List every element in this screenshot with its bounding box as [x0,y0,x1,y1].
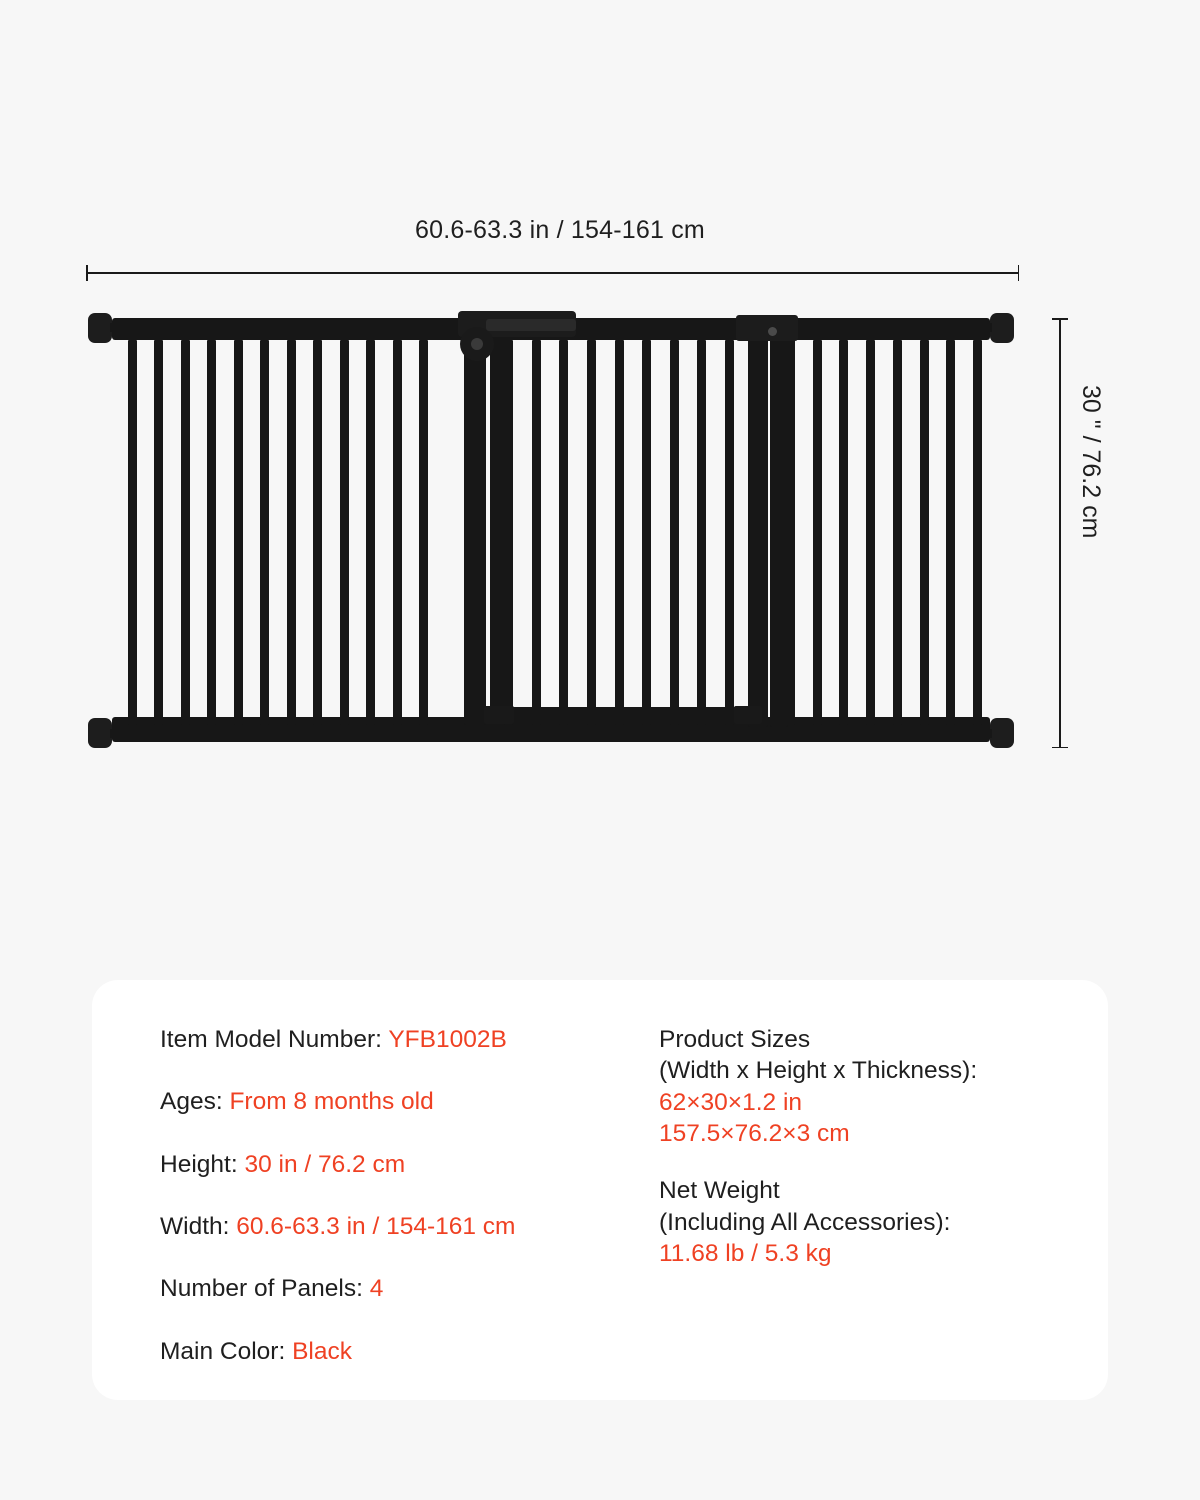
gate-bar [920,340,929,725]
gate-bar [813,340,822,725]
width-dimension-rule [86,272,1019,274]
gate-bar [260,340,269,725]
gate-bar [866,340,875,725]
gate-bar [839,340,848,725]
gate-panel-door [504,340,734,725]
gate-bar [181,340,190,725]
gate-bar [946,340,955,725]
gate-door-threshold [484,707,756,717]
spec-label-net-weight-line2: (Including All Accessories): [659,1208,951,1236]
spec-value-width: 60.6-63.3 in / 154-161 cm [236,1213,516,1241]
spec-label-product-sizes-line2: (Width x Height x Thickness): [659,1057,978,1085]
gate-bar [615,340,624,725]
gate-bar [393,340,402,725]
gate-door-latch-stile [748,327,768,727]
gate-bar [313,340,322,725]
gate-bar [207,340,216,725]
gate-panel-left [128,340,428,725]
gate-bar [973,340,982,725]
gate-right-post [770,321,788,727]
height-dimension-tick-bottom [1052,747,1068,749]
gate-bar [419,340,428,725]
spec-row-width [160,1211,597,1242]
spec-row-product-sizes [659,1024,1108,1149]
gate-bar [697,340,706,725]
spec-value-panels: 4 [369,1275,384,1303]
spec-label-height: Height: [160,1150,245,1178]
width-dimension-line [86,265,1019,281]
spec-row-net-weight [659,1175,1108,1269]
gate-hinge-post [464,321,486,725]
gate-bar [532,340,541,725]
spec-value-ages: From 8 months old [229,1088,434,1116]
specification-columns [92,980,1108,1400]
height-dimension-rule [1059,318,1061,748]
spec-row-ages [160,1086,597,1117]
gate-door-left-stile [490,329,508,721]
spec-value-color: Black [292,1337,352,1365]
wall-pad-bottom-left [88,718,112,748]
spec-value-product-sizes-cm: 157.5×76.2×3 cm [659,1120,850,1148]
gate-bar [725,340,734,725]
height-dimension-line [1052,318,1068,748]
spec-value-product-sizes-in: 62×30×1.2 in [659,1088,803,1116]
spec-label-ages: Ages: [160,1088,230,1116]
spec-row-panels [160,1273,597,1304]
gate-door-foot-left [484,706,514,724]
width-dimension-label: 60.6-63.3 in / 154-161 cm [415,216,705,244]
gate-panel-right [786,340,982,725]
spec-label-product-sizes-line1: Product Sizes [659,1026,811,1053]
gate-bar [587,340,596,725]
spec-row-height [160,1149,597,1180]
gate-latch-knob-icon [460,327,494,361]
gate-bar [287,340,296,725]
spec-label-color: Main Color: [160,1337,293,1365]
gate-bar [340,340,349,725]
gate-latch-catch [736,315,798,341]
wall-pad-top-right [990,313,1014,343]
specification-card [92,980,1108,1400]
gate-bar [366,340,375,725]
spec-value-height: 30 in / 76.2 cm [244,1150,406,1178]
width-dimension-tick-right [1018,265,1020,281]
gate-bar [670,340,679,725]
spec-row-color [160,1336,597,1367]
spec-row-model [160,1024,597,1055]
spec-label-panels: Number of Panels: [160,1275,370,1303]
gate-bar [154,340,163,725]
spec-label-model: Item Model Number: [160,1026,389,1053]
gate-bar [893,340,902,725]
safety-gate-illustration [86,305,1016,760]
height-dimension-label: 30 " / 76.2 cm [1077,385,1105,539]
gate-bar [559,340,568,725]
gate-bar [128,340,137,725]
wall-pad-top-left [88,313,112,343]
spec-label-width: Width: [160,1213,237,1241]
gate-latch-bar [486,319,576,331]
specification-column-right [597,980,1108,1400]
specification-column-left [92,980,597,1400]
gate-bar [234,340,243,725]
wall-pad-bottom-right [990,718,1014,748]
spec-value-model: YFB1002B [388,1026,507,1053]
gate-bar [642,340,651,725]
gate-door-foot-right [734,706,762,724]
spec-value-net-weight: 11.68 lb / 5.3 kg [659,1240,832,1268]
spec-label-net-weight-line1: Net Weight [659,1177,780,1205]
